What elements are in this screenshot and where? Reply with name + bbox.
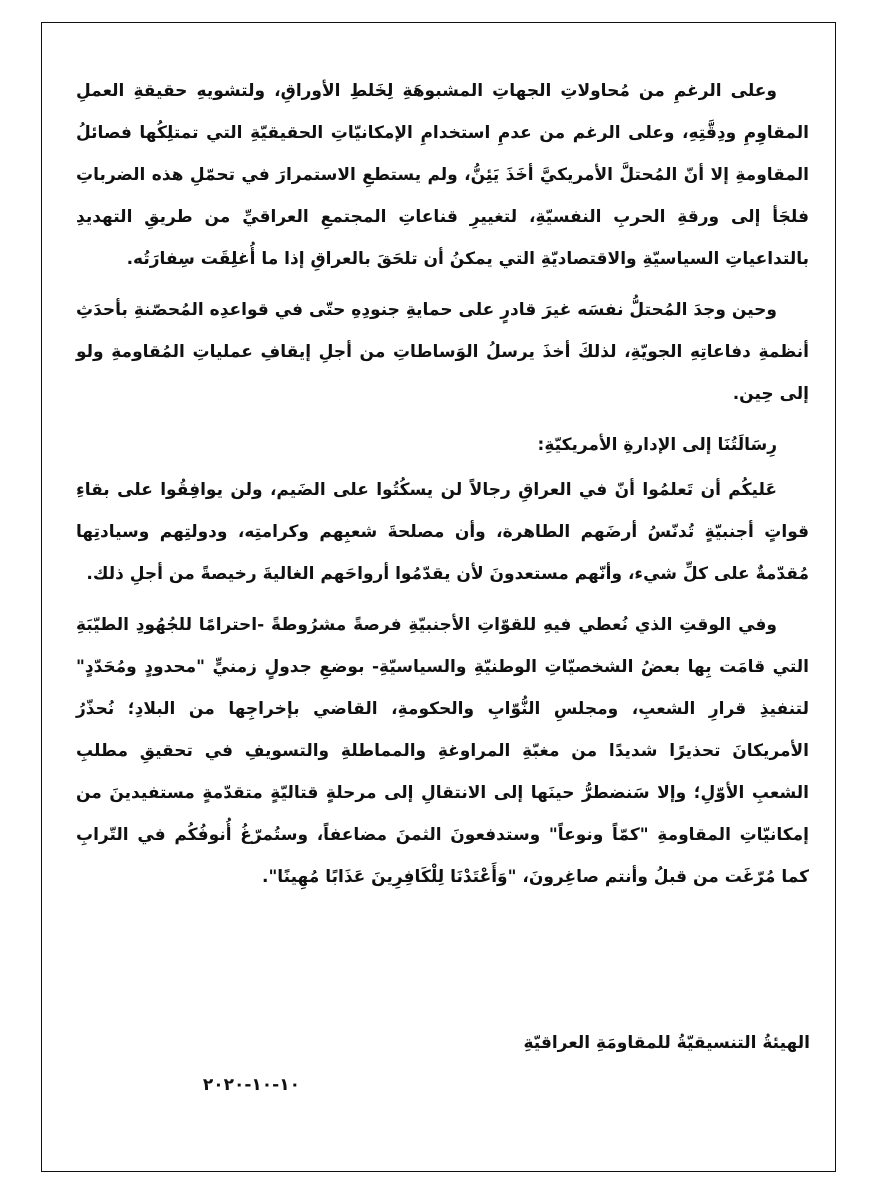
paragraph-resistance-pressure: وعلى الرغمِ من مُحاولاتِ الجهاتِ المشبوهَةِ لِخَلطِ الأوراقِ، ولتشويهِ حقيقةِ العملِ المقاوِمِ ودِقَّتِهِ، وعلى الرغم من عدمِ استخدامِ الإمكانيّاتِ الحقيقيّةِ التي تمتلِكُها فصائلُ المقاومةِ إلا أنّ المُحتلَّ الأمريكيَّ أخَذَ يَئِنُّ، ولم يستطعِ الاستمرارَ في تحمّلِ هذه الضرباتِ فلجَأ إلى ورقةِ الحربِ النفسيّةِ، لتغييرِ قناعاتِ المجتمعِ العراقيِّ من طريقِ التهديدِ بالتداعياتِ السياسيّةِ والاقتصاديّةِ التي يمكنُ أن تلحَقَ بالعراقِ إذا ما أُغلِقَت سِفارَتُه. — [76, 81, 809, 269]
paragraph-ultimatum: وفي الوقتِ الذي نُعطي فيهِ للقوّاتِ الأجنبيّةِ فرصةً مشرُوطةً -احترامًا للجُهُودِ الطيّبَةِ التي قامَت بِها بعضُ الشخصيّاتِ الوطنيّةِ والسياسيّةِ- بوضعِ جدولٍ زمنيٍّ "محدودٍ ومُحَدّدٍ" لتنفيذِ قرارِ الشعبِ، ومجلسِ النُّوّابِ والحكومةِ، القاضي بإخراجِها من البلادِ؛ نُحذّرُ الأمريكانَ تحذيرًا شديدًا من مغبّةِ المراوغةِ والمماطلةِ والتسويفِ في تحقيقِ مطلبِ الشعبِ الأوّلِ؛ وإلا سَنضطرُّ حينَها إلى الانتقالِ إلى مرحلةٍ قتاليّةٍ متقدّمةٍ مستفيدينَ من إمكانيّاتِ المقاومةِ "كمّاً ونوعاً" وستدفعونَ الثمنَ مضاعفاً، وستُمرّغُ أُنوفُكُم في التّرابِ كما مُرّغَت من قبلُ وأنتم صاغِرونَ، "وَأَعْتَدْنَا لِلْكَافِرِينَ عَذَابًا مُهِينًا". — [76, 615, 809, 887]
document-body — [76, 70, 809, 907]
document-date: ١٠-١٠-٢٠٢٠ — [202, 1075, 300, 1095]
paragraph-warning-men: عَليكُم أن تَعلمُوا أنّ في العراقِ رجالاً لن يسكُتُوا على الضَيم، ولن يوافِقُوا على بقاءِ قواتٍ أجنبيّةٍ تُدنّسُ أرضَهم الطاهرة، وأن مصلحةَ شعبِهم وكرامتِه، ودولتِهم وسيادتِها مُقدّمةٌ على كلِّ شيء، وأنّهم مستعدونَ لأن يقدّمُوا أرواحَهم الغاليةَ رخيصةً من أجلِ ذلك. — [76, 480, 809, 584]
paragraph-mediations: وحين وجدَ المُحتلُّ نفسَه غيرَ قادرٍ على حمايةِ جنودِهِ حتّى في قواعدِه المُحصّنةِ بأحدَثِ أنظمةِ دفاعاتِهِ الجويّةِ، لذلكَ أخذَ يرسلُ الوَساطاتِ من أجلِ إيقافِ عملياتِ المُقاومةِ ولو إلى حِين. — [76, 300, 809, 404]
signature-organization: الهيئةُ التنسيقيّةُ للمقاومَةِ العراقيّةِ — [523, 1033, 810, 1053]
section-heading-message: رِسَالَتُنَا إلى الإدارةِ الأمريكيّةِ: — [537, 435, 777, 455]
